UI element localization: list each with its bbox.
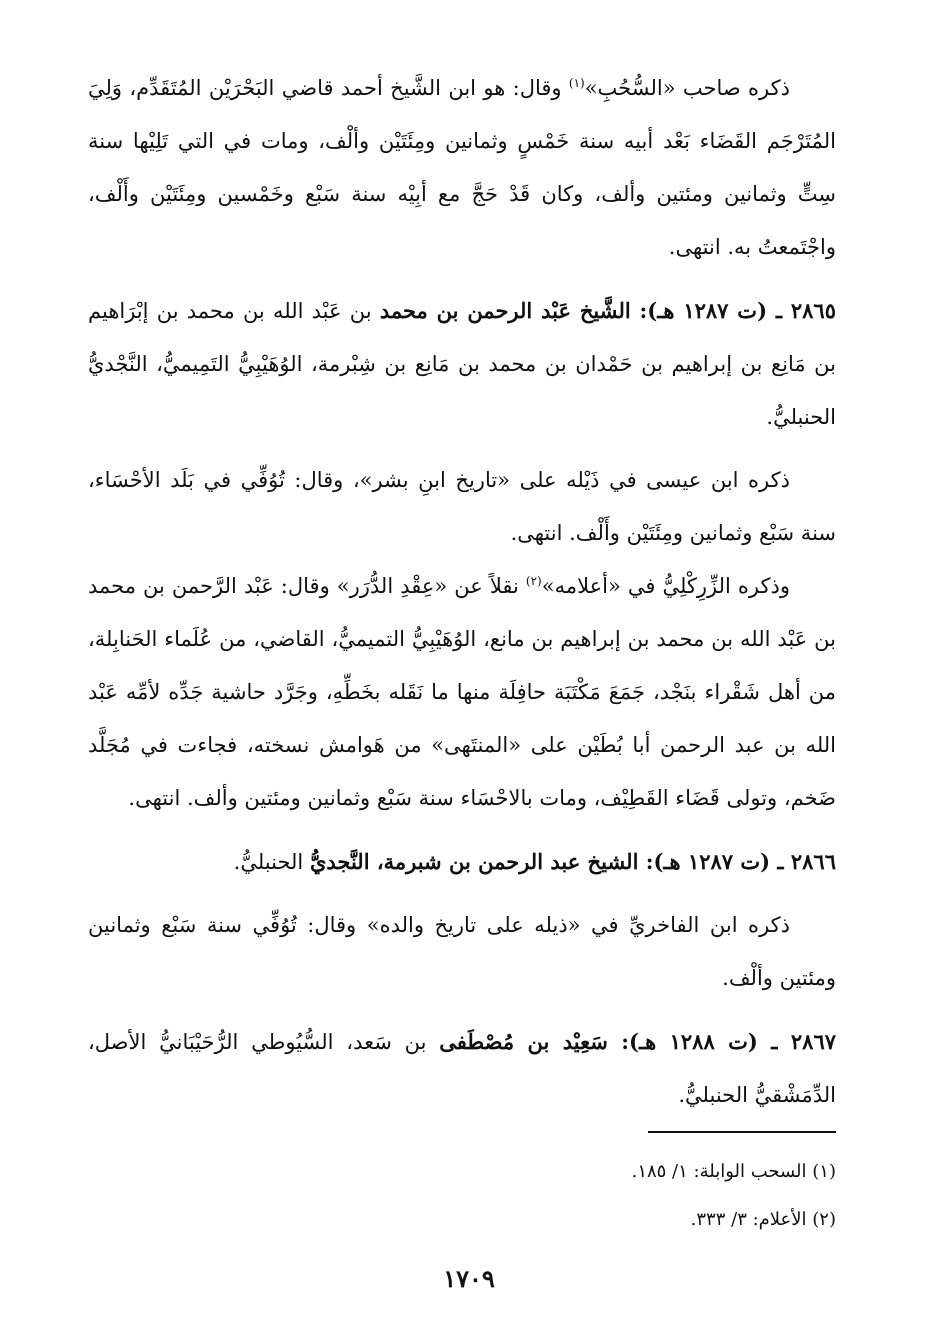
entry-2865 <box>88 284 836 444</box>
footnote-1: (١) السحب الوابلة: ١/ ١٨٥. <box>631 1161 836 1182</box>
footnote-divider <box>648 1131 836 1133</box>
paragraph-text: ذكره ابن عيسى في ذَيْله على «تاريخ ابنِ بشر»، وقال: تُوُفِّي في بَلَد الأحْسَاء، سنة سَبْع وثمانين ومِئَتَيْن وأَلْف. انتهى. <box>88 468 836 545</box>
paragraph-text: نقلاً عن «عِقْدِ الدُّرَر» وقال: عَبْد الرَّحمن بن محمد بن عَبْد الله بن محمد بن إبراهيم بن مانع، الوُهَيْبِيُّ التميميُّ، القاضي، من عُلَماء الحَنابِلة، من أهل شَقْراء بنَجْد، جَمَعَ مَكْتَبَة حافِلَة منها ما نَقَله بخَطِّهِ، وجَرَّد حاشية جَدِّه لأمِّه عَبْد الله بن عبد الرحمن أبا بُطَيْن على «المنتَهى» من هَوامش نسخته، فجاءت في مُجَلَّد ضَخم، وتولى قَضَاء القَطِيْف، ومات بالاحْسَاء سنة سَبْع وثمانين ومئتين وألف. انتهى. <box>88 574 836 810</box>
entry-heading: ٢٨٦٦ ـ (ت ١٢٨٧ هـ): الشيخ عبد الرحمن بن شبرمة، النَّجديُّ <box>309 849 836 874</box>
page-body <box>88 62 836 1122</box>
paragraph-text: وذكره الزِّرِكْلِيُّ في «أعلامه» <box>541 574 790 598</box>
paragraph-ibn-isa <box>88 454 836 560</box>
entry-2866 <box>88 835 836 889</box>
entry-text: الحنبليُّ. <box>233 850 310 874</box>
entry-text: بن عَبْد الله بن محمد بن إبْرَاهيم بن مَانِع بن إبراهيم بن حَمْدان بن محمد بن مَانِع بن شِبْرمة، الوُهَيْبِيُّ التَمِيميُّ، النَّجْديُّ الحنبليُّ. <box>88 299 836 429</box>
page-number: ١٧٠٩ <box>443 1264 495 1293</box>
footnote-2: (٢) الأعلام: ٣/ ٣٣٣. <box>690 1209 836 1230</box>
paragraph-text: وقال: هو ابن الشَّيخ أحمد قاضي البَحْرَيْن المُتَقَدِّم، وَلِيَ المُتَرْجَم القَضَاء بَعْد أبيه سنة خَمْسٍ وثمانين ومِئَتَيْن وألْف، ومات في التي تَلِيْها سنة سِتٍّ وثمانين ومئتين وألف، وكان قَدْ حَجَّ مع أبِيْه سنة سَبْع وخَمْسين ومِئَتَيْن وأَلْف، واجْتَمعتُ به. انتهى. <box>88 76 836 259</box>
entry-text: بن سَعد، السُّيُوطي الرُّحَيْبَانيُّ الأصل، الدِّمَشْقيُّ الحنبليُّ. <box>88 1030 836 1107</box>
paragraph-text: ذكره ابن الفاخريِّ في «ذيله على تاريخ والده» وقال: تُوُفِّي سنة سَبْع وثمانين ومئتين وألْف. <box>88 913 836 990</box>
entry-heading: ٢٨٦٧ ـ (ت ١٢٨٨ هـ): سَعِيْد بن مُصْطَفى <box>439 1029 837 1054</box>
paragraph-sohob-quote <box>88 62 836 274</box>
paragraph-fakhiri <box>88 899 836 1005</box>
paragraph-text: ذكره صاحب «السُّحُبِ» <box>584 76 790 100</box>
footnote-ref-1: (١) <box>568 76 585 90</box>
footnote-ref-2: (٢) <box>525 574 542 588</box>
paragraph-zirikli <box>88 560 836 825</box>
entry-2867 <box>88 1015 836 1122</box>
footnotes <box>88 1148 836 1244</box>
entry-heading: ٢٨٦٥ ـ (ت ١٢٨٧ هـ): الشَّيخ عَبْد الرحمن بن محمد <box>379 298 836 323</box>
